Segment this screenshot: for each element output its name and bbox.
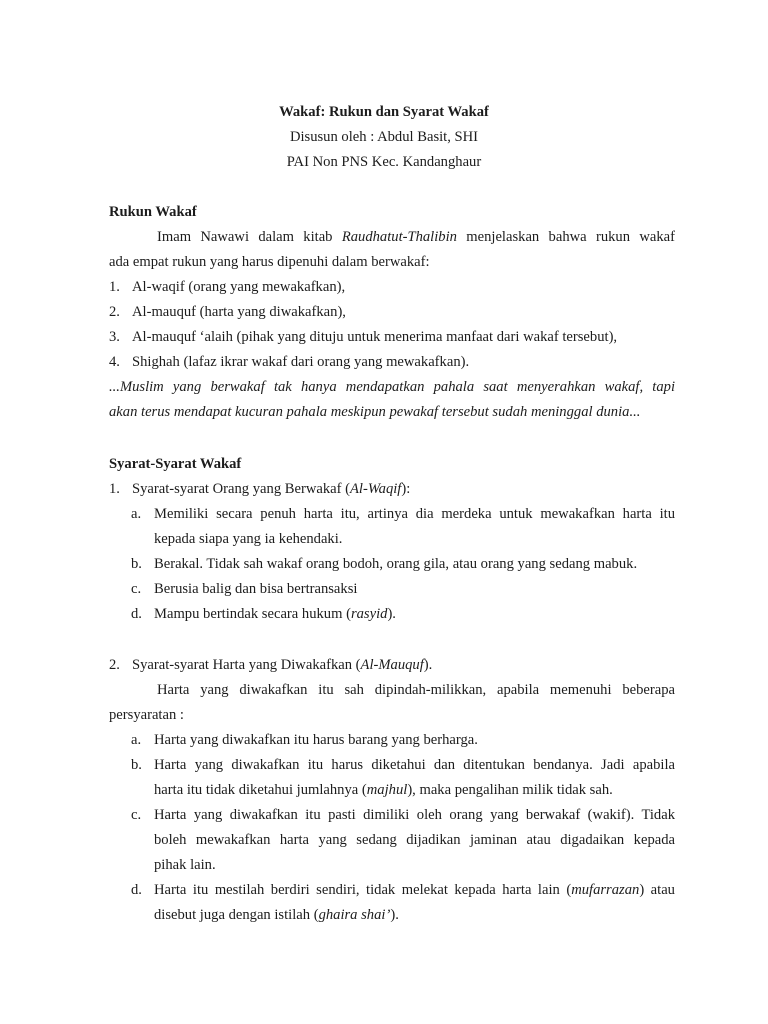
- syarat-heading: Syarat-Syarat Wakaf: [109, 456, 242, 472]
- mauquf-item-c-line3: pihak lain.: [154, 857, 216, 873]
- list-letter: b.: [131, 556, 142, 572]
- rukun-intro-a: Imam Nawawi dalam kitab: [157, 229, 342, 245]
- quote-line1: ...Muslim yang berwakaf tak hanya mendapatkan pahala saat menyerahkan wakaf, tapi: [109, 379, 675, 395]
- list-number: 2.: [109, 657, 120, 673]
- rukun-item-2: Al-mauquf (harta yang diwakafkan),: [132, 304, 346, 320]
- mauquf-item-d-end2: ).: [390, 907, 399, 923]
- mauquf-item-c-line1: Harta yang diwakafkan itu pasti dimiliki oleh orang yang berwakaf (wakif). Tidak: [154, 807, 675, 823]
- mauquf-item-b-line1: Harta yang diwakafkan itu harus diketahui dan ditentukan bendanya. Jadi apabila: [154, 757, 675, 773]
- rukun-intro-line2: ada empat rukun yang harus dipenuhi dalam berwakaf:: [109, 254, 430, 270]
- mauquf-item-d-term: mufarrazan: [571, 882, 640, 898]
- rukun-intro-b: menjelaskan bahwa rukun wakaf: [456, 229, 675, 245]
- waqif-item-a-line1: Memiliki secara penuh harta itu, artinya dia merdeka untuk mewakafkan harta itu: [154, 506, 675, 522]
- list-letter: c.: [131, 581, 142, 597]
- list-number: 2.: [109, 304, 120, 320]
- list-letter: d.: [131, 882, 142, 898]
- mauquf-item-d-line2: [154, 905, 399, 925]
- waqif-item-c: Berusia balig dan bisa bertransaksi: [154, 581, 358, 597]
- syarat-mauquf-text: Syarat-syarat Harta yang Diwakafkan (: [132, 657, 361, 673]
- syarat-waqif-text: Syarat-syarat Orang yang Berwakaf (: [132, 481, 351, 497]
- mauquf-item-b-text: harta itu tidak diketahui jumlahnya (: [154, 782, 367, 798]
- list-letter: b.: [131, 757, 142, 773]
- rukun-item-1: Al-waqif (orang yang mewakafkan),: [132, 279, 346, 295]
- list-letter: d.: [131, 606, 142, 622]
- rukun-intro-line1: [157, 227, 675, 247]
- list-number: 4.: [109, 354, 120, 370]
- document-title: Wakaf: Rukun dan Syarat Wakaf: [279, 104, 489, 120]
- syarat-waqif-term: Al-Waqif: [350, 481, 402, 497]
- waqif-item-d: [154, 604, 396, 624]
- syarat-mauquf-term: Al-Mauquf: [360, 657, 424, 673]
- mauquf-intro-line2: persyaratan :: [109, 707, 184, 723]
- syarat-waqif-title: [132, 479, 410, 499]
- mauquf-item-d-text2: disebut juga dengan istilah (: [154, 907, 319, 923]
- quote-line2: akan terus mendapat kucuran pahala meskipun pewakaf tersebut sudah meninggal dunia...: [109, 404, 641, 420]
- list-letter: c.: [131, 807, 142, 823]
- mauquf-item-c-line2: boleh mewakafkan harta yang sedang dijadikan jaminan atau digadaikan kepada: [154, 832, 675, 848]
- waqif-item-d-term: rasyid: [350, 606, 388, 622]
- mauquf-item-d-term2: ghaira shai’: [318, 907, 391, 923]
- waqif-item-a-line2: kepada siapa yang ia kehendaki.: [154, 531, 343, 547]
- author-line: Disusun oleh : Abdul Basit, SHI: [289, 129, 479, 145]
- waqif-item-d-end: ).: [387, 606, 396, 622]
- list-letter: a.: [131, 506, 142, 522]
- mauquf-item-a: Harta yang diwakafkan itu harus barang yang berharga.: [154, 732, 478, 748]
- syarat-mauquf-end: ).: [423, 657, 433, 673]
- mauquf-item-b-line2: [154, 780, 613, 800]
- list-number: 3.: [109, 329, 120, 345]
- rukun-heading: Rukun Wakaf: [109, 204, 197, 220]
- mauquf-item-d-text: Harta itu mestilah berdiri sendiri, tidak melekat kepada harta lain (: [154, 882, 572, 898]
- mauquf-item-d-end: ) atau: [639, 882, 675, 898]
- waqif-item-b: Berakal. Tidak sah wakaf orang bodoh, orang gila, atau orang yang sedang mabuk.: [154, 556, 638, 572]
- waqif-item-d-text: Mampu bertindak secara hukum (: [154, 606, 351, 622]
- list-number: 1.: [109, 279, 120, 295]
- mauquf-intro-line1: Harta yang diwakafkan itu sah dipindah-milikkan, apabila memenuhi beberapa: [157, 682, 675, 698]
- mauquf-item-d-line1: [154, 880, 675, 900]
- mauquf-item-b-term: majhul: [366, 782, 408, 798]
- syarat-waqif-end: ):: [401, 481, 411, 497]
- institution-line: PAI Non PNS Kec. Kandanghaur: [286, 154, 482, 170]
- rukun-item-4: Shighah (lafaz ikrar wakaf dari orang yang mewakafkan).: [132, 354, 470, 370]
- list-number: 1.: [109, 481, 120, 497]
- list-letter: a.: [131, 732, 142, 748]
- syarat-mauquf-title: [132, 655, 432, 675]
- book-title: Raudhatut-Thalibin: [341, 229, 457, 245]
- mauquf-item-b-end: ), maka pengalihan milik tidak sah.: [407, 782, 613, 798]
- rukun-item-3: Al-mauquf ‘alaih (pihak yang dituju untuk menerima manfaat dari wakaf tersebut),: [132, 329, 618, 345]
